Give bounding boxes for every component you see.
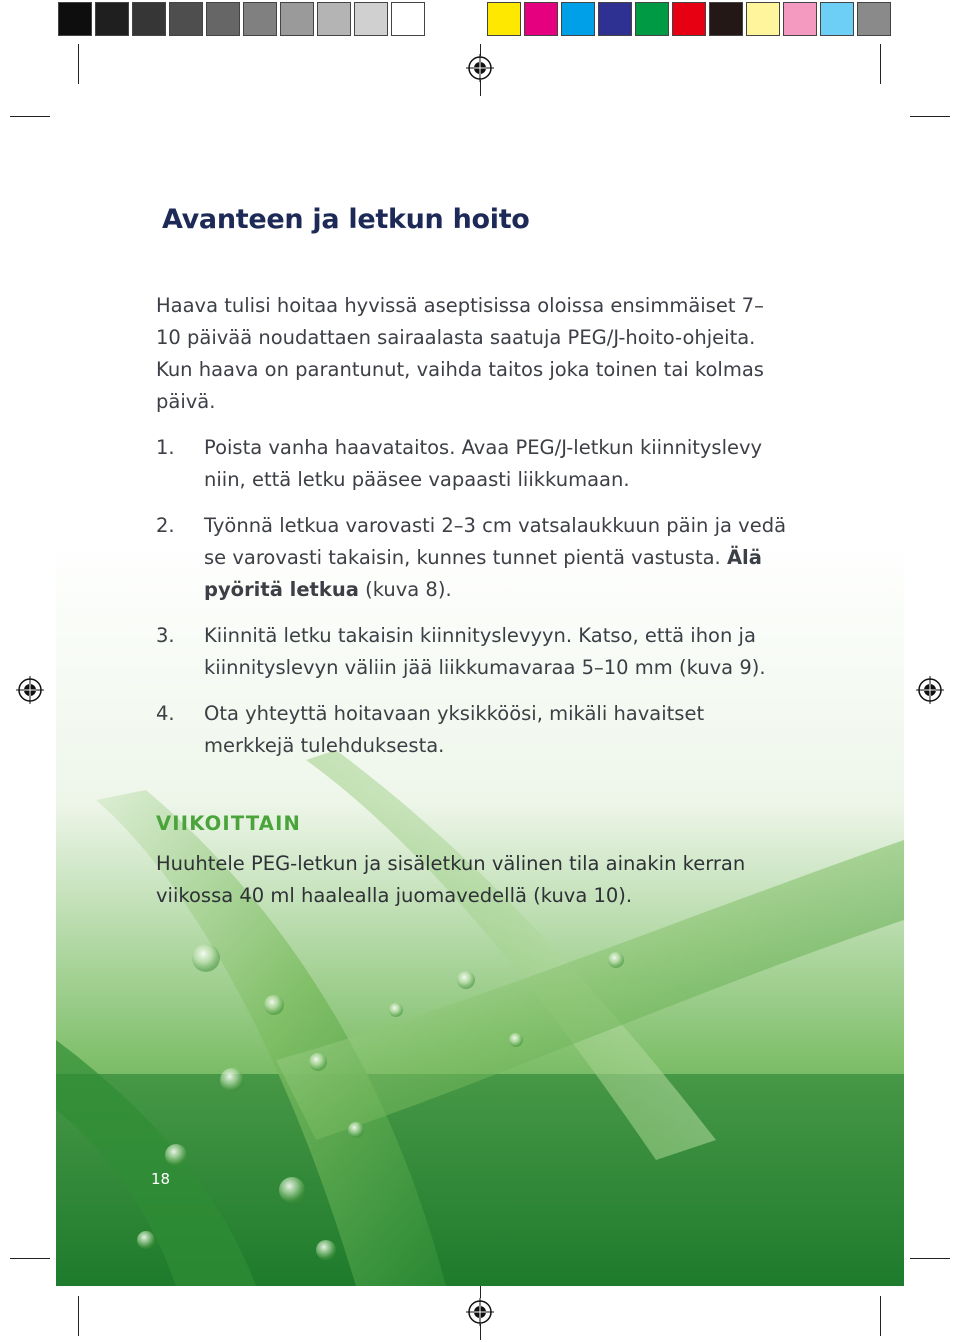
gray-swatch [280,2,314,36]
list-item [156,432,796,496]
care-steps-list [156,432,796,762]
registration-mark-icon [916,676,944,704]
color-swatch [709,2,743,36]
page-title: Avanteen ja letkun hoito [162,204,530,235]
crop-mark-icon [910,1258,950,1259]
color-swatch [746,2,780,36]
step-text: Ota yhteyttä hoitavaan yksikköösi, mikäli havaitset merkkejä tulehduksesta. [204,702,705,757]
registration-mark-icon [466,54,494,82]
registration-mark-icon [466,1298,494,1326]
crop-mark-icon [78,1296,79,1336]
step-text: Työnnä letkua varovasti 2–3 cm vatsalaukkuun päin ja vedä se varovasti takaisin, kunnes tunnet pientä vastusta. [204,514,787,569]
list-item [156,698,796,762]
gray-swatch [206,2,240,36]
registration-mark-icon [16,676,44,704]
weekly-paragraph: Huuhtele PEG-letkun ja sisäletkun välinen tila ainakin kerran viikossa 40 ml haalealla juomavedellä (kuva 10). [156,852,746,907]
step-number: 4. [156,702,175,725]
color-swatch [783,2,817,36]
step-text: Kiinnitä letku takaisin kiinnityslevyyn. Katso, että ihon ja kiinnityslevyn väliin jää liikkumavaraa 5–10 mm (kuva 9). [204,624,766,679]
step-text: Poista vanha haavataitos. Avaa PEG/J-letkun kiinnityslevy niin, että letku pääsee vapaasti liikkumaan. [204,436,763,491]
color-swatch [598,2,632,36]
crop-mark-icon [880,44,881,84]
step-number: 1. [156,436,175,459]
crop-mark-icon [78,44,79,84]
gray-swatch [391,2,425,36]
gray-swatch [243,2,277,36]
color-swatch [857,2,891,36]
color-swatch [820,2,854,36]
intro-paragraph: Haava tulisi hoitaa hyvissä aseptisissa oloissa ensimmäiset 7–10 päivää noudattaen sairaalasta saatuja PEG/J-hoito-ohjeita. Kun haava on parantunut, vaihda taitos joka toinen tai kolmas päivä. [156,294,764,413]
gray-swatch [169,2,203,36]
step-figure-ref: (kuva 8). [358,578,452,601]
page-number: 18 [151,1170,171,1188]
crop-mark-icon [480,1284,481,1298]
gray-color-bar [58,2,428,38]
color-swatch [487,2,521,36]
gray-swatch [354,2,388,36]
color-swatch [672,2,706,36]
step-number: 2. [156,514,175,537]
color-swatch [524,2,558,36]
gray-swatch [58,2,92,36]
list-item [156,510,796,606]
color-swatch [561,2,595,36]
weekly-heading: VIIKOITTAIN [156,812,302,835]
step-number: 3. [156,624,175,647]
color-swatch [635,2,669,36]
crop-mark-icon [880,1296,881,1336]
crop-mark-icon [10,1258,50,1259]
gray-swatch [317,2,351,36]
crop-mark-icon [10,116,50,117]
gray-swatch [132,2,166,36]
step-warning: Älä pyöritä letkua [204,546,762,601]
crop-mark-icon [480,80,481,96]
crop-mark-icon [910,116,950,117]
list-item [156,620,796,684]
gray-swatch [95,2,129,36]
crop-mark-icon [480,1324,481,1340]
process-color-bar [487,2,894,38]
